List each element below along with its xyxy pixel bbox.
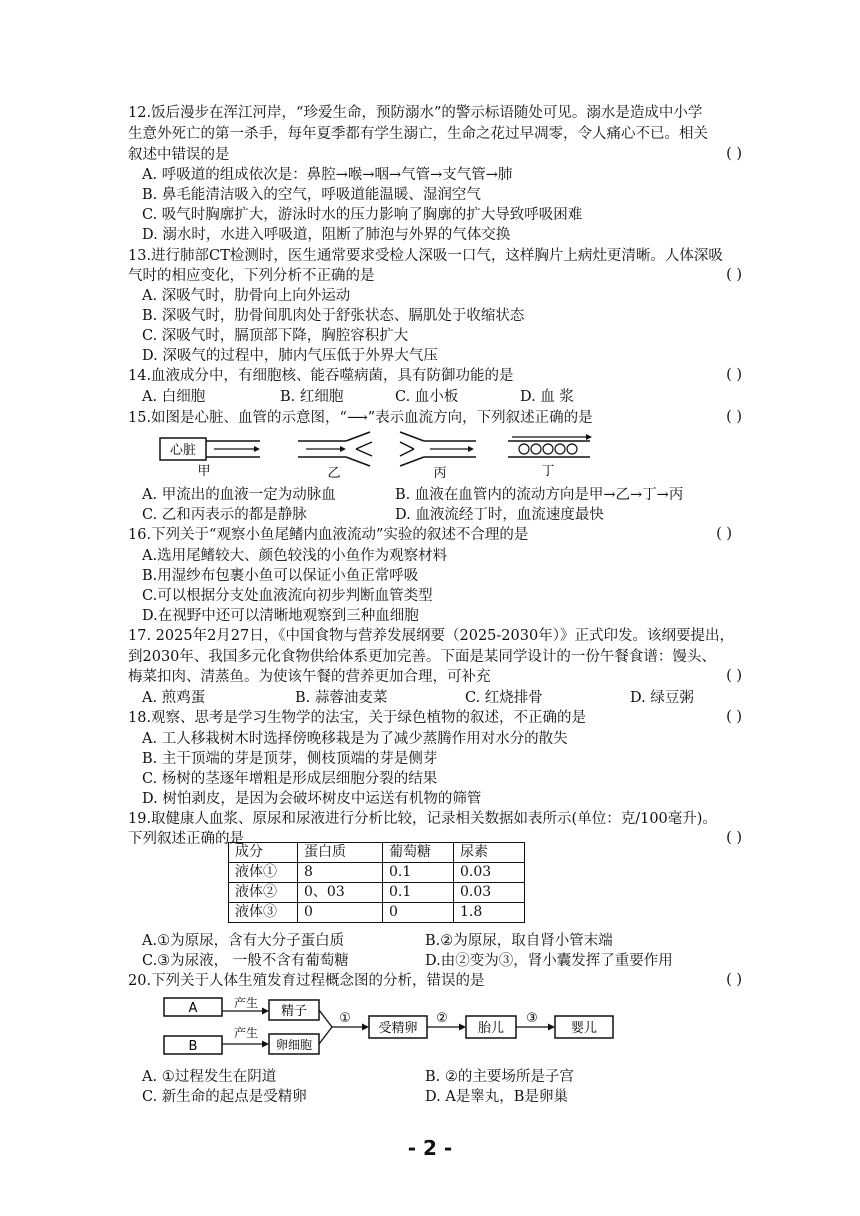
table-cell: 0.1 (383, 883, 454, 903)
step-1-label: ① (339, 1011, 351, 1026)
table-cell: 液体① (229, 863, 298, 883)
table-cell: 液体③ (229, 903, 298, 923)
q12-line3: 叙述中错误的是 (128, 147, 230, 163)
table-row (229, 863, 525, 883)
q13-option-b: B. 深吸气时，肋骨间肌肉处于舒张状态、膈肌处于收缩状态 (142, 308, 525, 324)
q18-option-a: A. 工人移栽树木时选择傍晚移栽是为了减少蒸腾作用对水分的散失 (142, 731, 568, 747)
q15-option-b: B. 血液在血管内的流动方向是甲→乙→丁→丙 (395, 487, 684, 503)
table-header-row (229, 843, 525, 863)
zygote-label: 受精卵 (378, 1021, 418, 1036)
q20-line1: 20.下列关于人体生殖发育过程概念图的分析，错误的是 (128, 973, 485, 989)
q16-option-d: D.在视野中还可以清晰地观察到三种血细胞 (142, 608, 419, 624)
q13-line1: 13.进行肺部CT检测时，医生通常要求受检人深吸一口气，这样胸片上病灶更清晰。人体深吸 (128, 248, 723, 264)
produce-label-1: 产生 (233, 996, 259, 1010)
label-jia: 甲 (197, 464, 211, 479)
q14-line1: 14.血液成分中，有细胞核、能吞噬病菌，具有防御功能的是 (128, 368, 514, 384)
q13-line2: 气时的相应变化，下列分析不正确的是 (128, 268, 375, 284)
table-cell: 0.03 (454, 863, 525, 883)
q19-option-b: B.②为原尿，取自肾小管末端 (425, 933, 613, 949)
page-number: - 2 - (407, 1136, 453, 1160)
table-cell: 0、03 (298, 883, 383, 903)
q19-option-d: D.由②变为③，肾小囊发挥了重要作用 (425, 953, 673, 969)
table-cell: 1.8 (454, 903, 525, 923)
q20-option-d: D. A是睾丸，B是卵巢 (425, 1089, 568, 1105)
table-cell: 8 (298, 863, 383, 883)
table-cell: 0.03 (454, 883, 525, 903)
q17-option-c: C. 红烧排骨 (465, 690, 543, 706)
header-cell: 成分 (229, 843, 298, 863)
q19-line1: 19.取健康人血浆、原尿和尿液进行分析比较，记录相关数据如表所示(单位：克/100毫升)。 (128, 811, 717, 827)
q18-answer-paren: ( ) (726, 709, 742, 725)
label-bing: 丙 (433, 466, 447, 480)
q15-line1: 15.如图是心脏、血管的示意图，“⟶”表示血流方向，下列叙述正确的是 (128, 410, 593, 426)
q14-option-b: B. 红细胞 (280, 389, 344, 405)
q16-line1: 16.下列关于“观察小鱼尾鳍内血液流动”实验的叙述不合理的是 (128, 527, 529, 543)
q16-option-b: B.用湿纱布包裹小鱼可以保证小鱼正常呼吸 (142, 568, 419, 584)
q17-option-a: A. 煎鸡蛋 (142, 690, 206, 706)
header-cell: 葡萄糖 (383, 843, 454, 863)
vessel-yi (298, 432, 372, 466)
q15-option-a: A. 甲流出的血液一定为动脉血 (142, 487, 336, 503)
q20-option-a: A. ①过程发生在阴道 (142, 1069, 277, 1085)
q16-option-a: A.选用尾鳍较大、颜色较浅的小鱼作为观察材料 (142, 548, 448, 564)
q17-line3: 梅菜扣肉、清蒸鱼。为使该午餐的营养更加合理，可补充 (128, 669, 491, 685)
produce-label-2: 产生 (233, 1026, 259, 1040)
q20-answer-paren: ( ) (726, 972, 742, 988)
q12-option-c: C. 吸气时胸廓扩大，游泳时水的压力影响了胸廓的扩大导致呼吸困难 (142, 207, 583, 223)
q15-answer-paren: ( ) (726, 409, 742, 425)
label-yi: 乙 (327, 466, 341, 480)
q19-option-a: A.①为原尿，含有大分子蛋白质 (142, 933, 345, 949)
q14-option-d: D. 血 浆 (520, 389, 574, 405)
table-cell: 0 (383, 903, 454, 923)
q19-line2: 下列叙述正确的是 (128, 831, 244, 847)
q16-option-c: C.可以根据分支处血液流向初步判断血管类型 (142, 588, 433, 604)
q14-option-a: A. 白细胞 (142, 389, 206, 405)
q18-line1: 18.观察、思考是学习生物学的法宝，关于绿色植物的叙述，不正确的是 (128, 710, 587, 726)
table-row (229, 883, 525, 903)
q12-option-b: B. 鼻毛能清洁吸入的空气，呼吸道能温暖、湿润空气 (142, 187, 481, 203)
header-cell: 蛋白质 (298, 843, 383, 863)
q20-option-b: B. ②的主要场所是子宫 (425, 1069, 574, 1085)
q15-vessel-diagram (150, 430, 610, 480)
q17-line2: 到2030年、我国多元化食物供给体系更加完善。下面是某同学设计的一份午餐食谱：馒头、 (128, 649, 716, 665)
q13-option-c: C. 深吸气时，膈顶部下降，胸腔容积扩大 (142, 328, 409, 344)
q13-option-d: D. 深吸气的过程中，肺内气压低于外界大气压 (142, 348, 438, 364)
q15-option-d: D. 血液流经丁时，血流速度最快 (395, 507, 604, 523)
q13-option-a: A. 深吸气时，肋骨向上向外运动 (142, 288, 351, 304)
q19-option-c: C.③为尿液， 一般不含有葡萄糖 (142, 953, 349, 969)
heart-label: 心脏 (169, 443, 197, 458)
baby-label: 婴儿 (570, 1021, 598, 1036)
box-a-label: A (188, 1001, 198, 1016)
vessel-bing (400, 432, 476, 466)
q12-option-a: A. 呼吸道的组成依次是：鼻腔→喉→咽→气管→支气管→肺 (142, 167, 513, 183)
q20-concept-map (150, 992, 630, 1062)
q12-option-d: D. 溺水时，水进入呼吸道，阻断了肺泡与外界的气体交换 (142, 227, 511, 243)
step-3-label: ③ (526, 1011, 538, 1026)
table-cell: 0 (298, 903, 383, 923)
q17-line1: 17. 2025年2月27日，《中国食物与营养发展纲要（2025-2030年）》正式印发。该纲要提出， (128, 628, 734, 644)
q18-option-c: C. 杨树的茎逐年增粗是形成层细胞分裂的结果 (142, 771, 438, 787)
fetus-label: 胎儿 (477, 1021, 505, 1036)
header-cell: 尿素 (454, 843, 525, 863)
q14-answer-paren: ( ) (726, 367, 742, 383)
q19-data-table (228, 842, 525, 923)
step-2-label: ② (436, 1011, 448, 1026)
table-row (229, 903, 525, 923)
q17-option-b: B. 蒜蓉油麦菜 (295, 690, 388, 706)
q17-option-d: D. 绿豆粥 (630, 690, 694, 706)
q20-option-c: C. 新生命的起点是受精卵 (142, 1089, 307, 1105)
vessel-ding (508, 434, 592, 457)
table-cell: 液体② (229, 883, 298, 903)
q16-answer-paren: ( ) (716, 526, 732, 542)
q12-line2: 生意外死亡的第一杀手，每年夏季都有学生溺亡，生命之花过早凋零，令人痛心不已。相关 (128, 126, 708, 142)
sperm-label: 精子 (280, 1004, 308, 1019)
q17-answer-paren: ( ) (726, 668, 742, 684)
q19-answer-paren: ( ) (726, 830, 742, 846)
q13-answer-paren: ( ) (726, 267, 742, 283)
egg-label: 卵细胞 (275, 1038, 313, 1052)
label-ding: 丁 (541, 464, 555, 479)
table-cell: 0.1 (383, 863, 454, 883)
q15-option-c: C. 乙和丙表示的都是静脉 (142, 507, 307, 523)
q18-option-d: D. 树怕剥皮，是因为会破坏树皮中运送有机物的筛管 (142, 791, 482, 807)
q18-option-b: B. 主干顶端的芽是顶芽，侧枝顶端的芽是侧芽 (142, 751, 438, 767)
heart-vessel-jia (160, 438, 260, 460)
q12-answer-paren: ( ) (726, 146, 742, 162)
q14-option-c: C. 血小板 (395, 389, 459, 405)
q12-line1: 12.饭后漫步在浑江河岸，“珍爱生命，预防溺水”的警示标语随处可见。溺水是造成中小学 (128, 105, 703, 121)
box-b-label: B (188, 1039, 198, 1054)
